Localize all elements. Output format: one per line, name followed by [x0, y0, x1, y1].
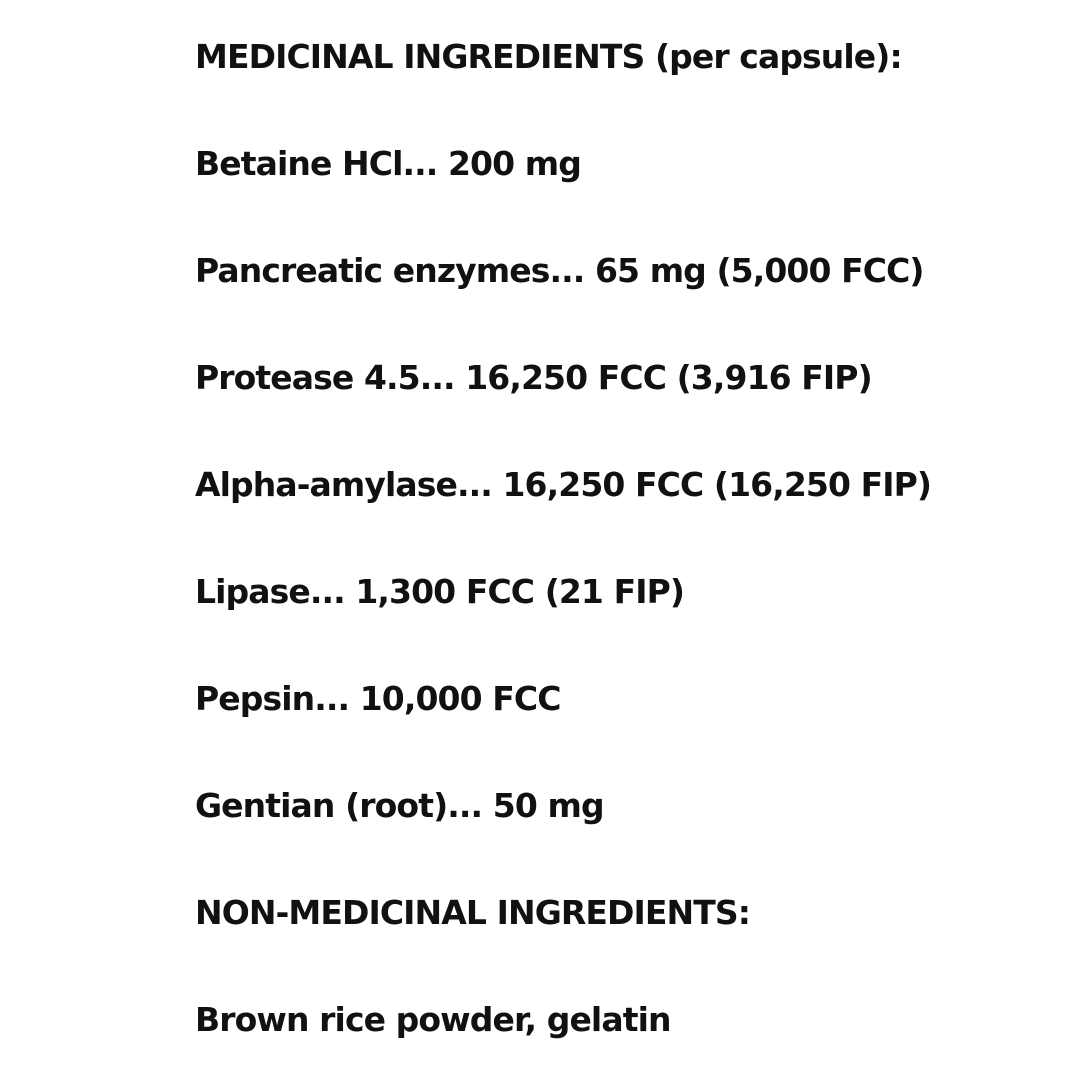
ingredient-pancreatic-enzymes: Pancreatic enzymes... 65 mg (5,000 FCC) — [195, 251, 924, 290]
ingredient-alpha-amylase: Alpha-amylase... 16,250 FCC (16,250 FIP) — [195, 465, 932, 504]
medicinal-ingredients-heading: MEDICINAL INGREDIENTS (per capsule): — [195, 37, 902, 76]
ingredient-pepsin: Pepsin... 10,000 FCC — [195, 679, 561, 718]
non-medicinal-ingredient-list: Brown rice powder, gelatin — [195, 1000, 671, 1039]
ingredient-lipase: Lipase... 1,300 FCC (21 FIP) — [195, 572, 685, 611]
ingredient-gentian-root: Gentian (root)... 50 mg — [195, 786, 604, 825]
non-medicinal-ingredients-heading: NON-MEDICINAL INGREDIENTS: — [195, 893, 751, 932]
ingredient-betaine-hcl: Betaine HCl... 200 mg — [195, 144, 581, 183]
ingredient-protease: Protease 4.5... 16,250 FCC (3,916 FIP) — [195, 358, 872, 397]
